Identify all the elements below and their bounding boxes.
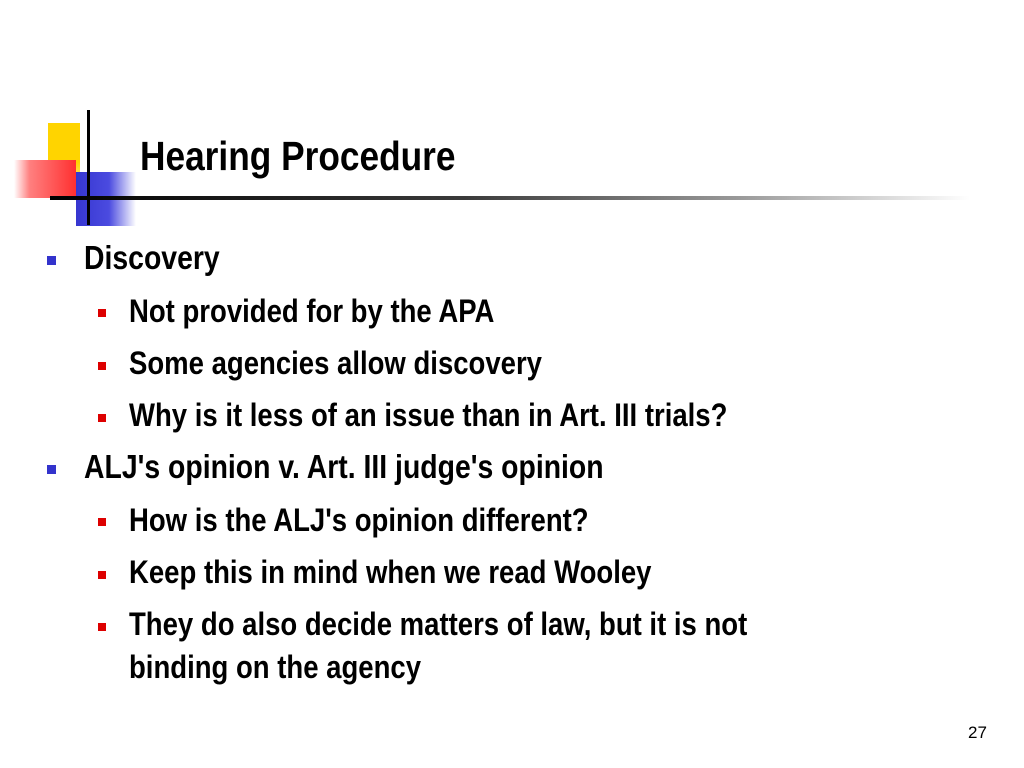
sub-bullet-text: Keep this in mind when we read Wooley	[129, 554, 652, 590]
title-underline	[50, 196, 970, 200]
sub-bullet-square-icon	[98, 309, 106, 317]
sub-bullet-square-icon	[98, 623, 106, 631]
logo-vertical-line	[87, 110, 90, 225]
bullet-text: ALJ's opinion v. Art. III judge's opinion	[84, 448, 604, 485]
sub-bullet-text: binding on the agency	[129, 649, 422, 685]
sub-bullet-text: Some agencies allow discovery	[129, 345, 542, 381]
bullet-square-icon	[47, 465, 56, 474]
slide-title: Hearing Procedure	[140, 133, 456, 179]
sub-bullet-text: Why is it less of an issue than in Art. III trials?	[129, 397, 728, 433]
bullet-square-icon	[47, 256, 56, 265]
logo-red-square	[14, 160, 76, 198]
sub-bullet-square-icon	[98, 414, 106, 422]
sub-bullet-text: Not provided for by the APA	[129, 293, 495, 329]
sub-bullet-text: They do also decide matters of law, but it is not	[129, 606, 748, 642]
sub-bullet-text: How is the ALJ's opinion different?	[129, 502, 589, 538]
sub-bullet-square-icon	[98, 571, 106, 579]
page-number: 27	[968, 723, 987, 742]
bullet-text: Discovery	[84, 239, 220, 276]
sub-bullet-square-icon	[98, 362, 106, 370]
sub-bullet-square-icon	[98, 518, 106, 526]
